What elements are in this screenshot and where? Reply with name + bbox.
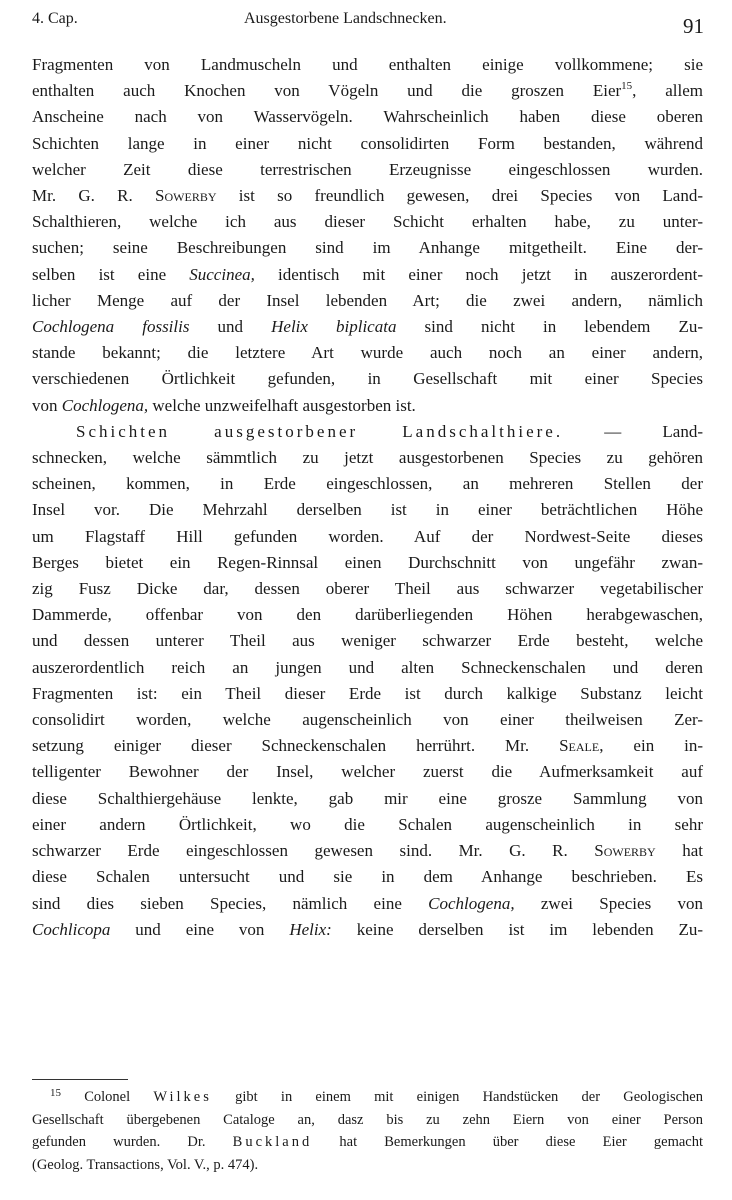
text-line: einer andern Örtlichkeit, wo die Schalen augenscheinlich in sehr xyxy=(32,814,703,834)
species-name: Cochlicopa xyxy=(32,919,111,939)
text-line: auszerordentlich reich an jungen und alten Schneckenschalen und deren xyxy=(32,657,703,677)
text-line: Fragmenten von Landmuscheln und enthalten einige vollkommene; sie xyxy=(32,55,703,74)
text-line: Anscheine nach von Wasservögeln. Wahrscheinlich haben diese oberen xyxy=(32,107,703,127)
text-line: von Cochlogena, welche unzweifelhaft ausgestorben ist. xyxy=(32,395,416,415)
text-line: und dessen unterer Theil aus weniger schwarzer Erde besteht, welche xyxy=(32,631,703,651)
text-line: selben ist eine Succinea, identisch mit einer noch jetzt in auszerordent- xyxy=(32,264,703,284)
text-line: Fragmenten ist: ein Theil dieser Erde ist durch kalkige Substanz leicht xyxy=(32,683,703,703)
text-line: Schichten lange in einer nicht consolidirten Form bestanden, während xyxy=(32,133,703,153)
species-name: Succinea, xyxy=(189,264,255,284)
species-name: Helix: xyxy=(289,919,332,939)
main-text xyxy=(32,52,703,943)
text-line: Schichten ausgestorbener Landschalthiere. — Land- xyxy=(76,421,704,441)
text-line: consolidirt worden, welche augenscheinlich von einer theilweisen Zer- xyxy=(32,710,703,730)
footnote-line: $^{15}$ Colonel Wilkes gibt in einem mit einigen Handstücken der Geologischen xyxy=(50,1087,703,1105)
person-name: Buckland xyxy=(232,1134,313,1150)
text-line: Cochlogena fossilis und Helix biplicata sind nicht in lebendem Zu- xyxy=(32,317,703,337)
species-name: Helix biplicata xyxy=(271,317,397,337)
page-number: 91 xyxy=(683,14,704,38)
species-name: Cochlogena, xyxy=(61,395,149,415)
text-line: scheinen, kommen, in Erde eingeschlossen, an mehreren Stellen der xyxy=(32,474,703,494)
text-line: Dammerde, offenbar von den darüberliegenden Höhen herabgewaschen, xyxy=(32,605,703,625)
text-line: Cochlicopa und eine von Helix: keine derselben ist im lebenden Zu- xyxy=(32,919,704,939)
text-line: enthalten auch Knochen von Vögeln und die groszen Eier$^{15}$, allem xyxy=(32,80,704,101)
footnote-reference[interactable]: 15 xyxy=(621,80,633,93)
text-line: telligenter Bewohner der Insel, welcher zuerst die Aufmerksamkeit auf xyxy=(32,762,703,782)
text-line: zig Fusz Dicke dar, dessen oberer Theil aus schwarzer vegetabilischer xyxy=(32,579,703,599)
text-line: stande bekannt; die letztere Art wurde auch noch an einer andern, xyxy=(32,343,703,363)
text-line: licher Menge auf der Insel lebenden Art; die zwei andern, nämlich xyxy=(32,290,703,310)
paragraph-1 xyxy=(32,52,703,419)
text-line: Schalthieren, welche ich aus dieser Schicht erhalten habe, zu unter- xyxy=(32,212,703,232)
text-line: Berges bietet ein Regen-Rinnsal einen Durchschnitt von ungefähr zwan- xyxy=(32,552,703,572)
footnote-15 xyxy=(32,1086,703,1176)
text-line: Insel vor. Die Mehrzahl derselben ist in einer beträchtlichen Höhe xyxy=(32,500,703,520)
author-name: Sowerby xyxy=(155,186,217,206)
paragraph-2 xyxy=(32,419,703,943)
text-line: um Flagstaff Hill gefunden worden. Auf der Nordwest-Seite dieses xyxy=(32,526,703,546)
chapter-label: 4. Cap. xyxy=(32,10,78,27)
species-name: Cochlogena fossilis xyxy=(32,317,190,337)
text-line: Mr. G. R. Sowerby ist so freundlich gewesen, drei Species von Land- xyxy=(32,186,703,206)
text-line: schnecken, welche sämmtlich zu jetzt ausgestorbenen Species zu gehören xyxy=(32,448,703,468)
species-name: Cochlogena, xyxy=(428,893,515,913)
text-line: welcher Zeit diese terrestrischen Erzeugnisse eingeschlossen wurden. xyxy=(32,159,703,179)
running-title: Ausgestorbene Landschnecken. xyxy=(244,10,447,27)
text-line: setzung einiger dieser Schneckenschalen herrührt. Mr. Seale, ein in- xyxy=(32,736,704,756)
footnote-line: (Geolog. Transactions, Vol. V., p. 474). xyxy=(32,1156,259,1173)
running-header xyxy=(32,10,704,40)
footnote-divider xyxy=(32,1079,128,1080)
person-name: Seale, xyxy=(559,736,604,756)
footnote-line: gefunden wurden. Dr. Buckland hat Bemerkungen über diese Eier gemacht xyxy=(32,1134,704,1150)
text-line: sind dies sieben Species, nämlich eine Cochlogena, zwei Species von xyxy=(32,893,703,913)
text-line: schwarzer Erde eingeschlossen gewesen sind. Mr. G. R. Sowerby hat xyxy=(32,841,703,861)
author-name: Sowerby xyxy=(594,841,656,861)
section-heading: Schichten ausgestorbener Landschalthiere. xyxy=(76,421,564,441)
text-line: diese Schalen untersucht und sie in dem Anhange beschrieben. Es xyxy=(32,867,703,887)
text-line: suchen; seine Beschreibungen sind im Anhange mitgetheilt. Eine der- xyxy=(32,238,703,258)
text-line: verschiedenen Örtlichkeit gefunden, in Gesellschaft mit einer Species xyxy=(32,369,703,389)
footnote-number: 15 xyxy=(50,1087,61,1099)
footnote-line: Gesellschaft übergebenen Cataloge an, dasz bis zu zehn Eiern von einer Person xyxy=(32,1111,703,1128)
text-line: diese Schalthiergehäuse lenkte, gab mir eine grosze Sammlung von xyxy=(32,788,703,808)
person-name: Wilkes xyxy=(153,1089,212,1105)
